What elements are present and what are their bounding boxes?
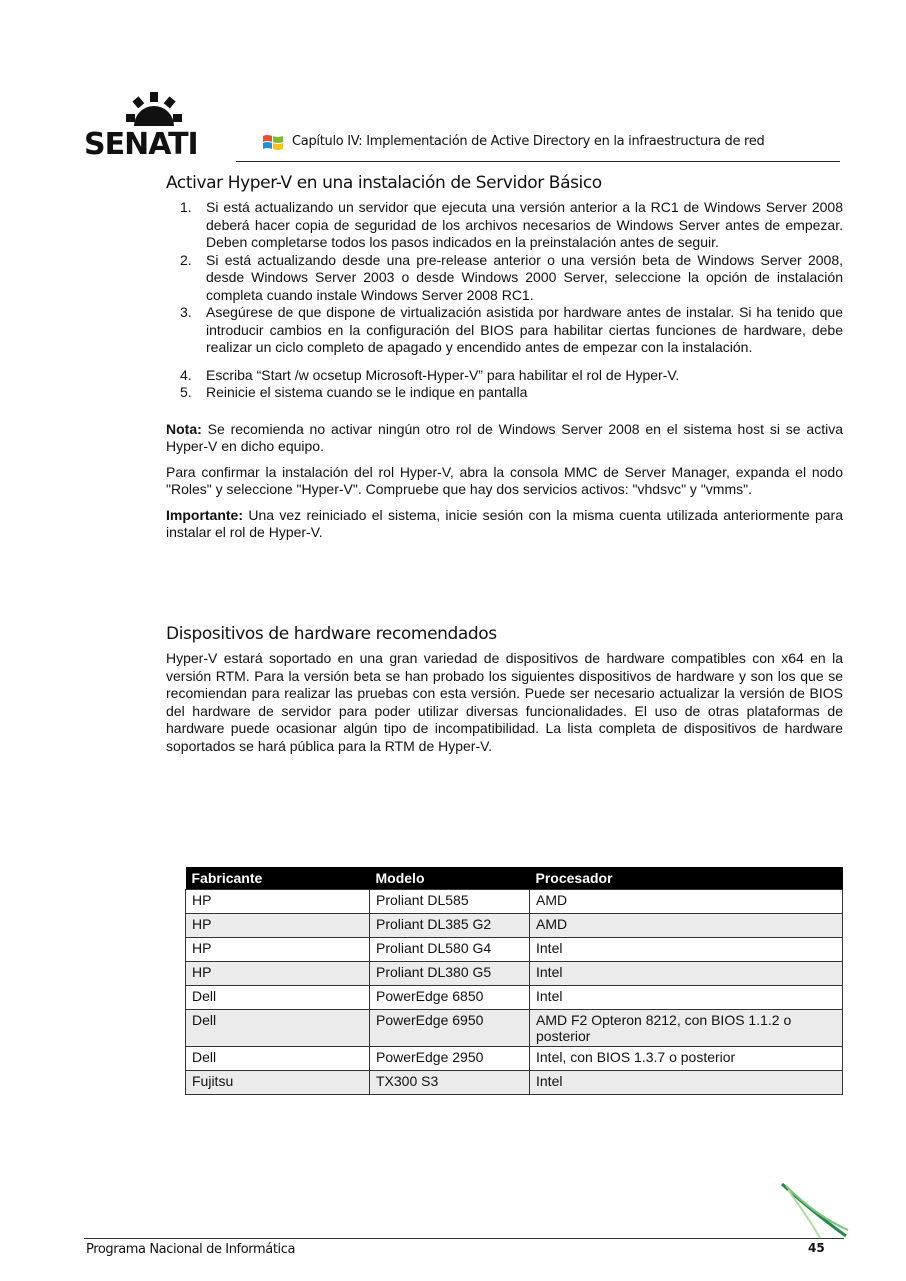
fabricante-cell: HP: [186, 962, 370, 986]
step-text: Escriba “Start /w ocsetup Microsoft-Hyper-V” para habilitar el rol de Hyper-V.: [206, 366, 680, 383]
list-item: [166, 252, 843, 305]
page-number: 45: [808, 1241, 825, 1255]
modelo-cell: Proliant DL580 G4: [370, 938, 530, 962]
modelo-cell: PowerEdge 6950: [370, 1010, 530, 1047]
fabricante-cell: Dell: [186, 986, 370, 1010]
confirm-paragraph: Para confirmar la instalación del rol Hyper-V, abra la consola MMC de Server Manager, expanda el nodo "Roles" y seleccione "Hyper-V". Compruebe que hay dos servicios activos: "vhdsvc" y "vmms".: [166, 463, 843, 497]
gear-icon: [126, 92, 182, 126]
table-row: [186, 1047, 843, 1071]
procesador-cell: AMD F2 Opteron 8212, con BIOS 1.1.2 o posterior: [530, 1010, 843, 1047]
list-item: [166, 367, 843, 385]
list-item: [166, 384, 843, 402]
importante-paragraph: [166, 507, 843, 542]
table-row: [186, 890, 843, 914]
procesador-cell: Intel: [530, 1071, 843, 1095]
step-text: Reinicie el sistema cuando se le indique en pantalla: [206, 384, 528, 400]
table-row: [186, 962, 843, 986]
hardware-paragraph: Hyper-V estará soportado en una gran variedad de dispositivos de hardware compatibles con x64 en la versión RTM. Para la versión beta se han probado los siguientes dispositivos de hardware y son los que se recomiendan para realizar las pruebas con esta versión. Puede ser necesario actualizar la versión de BIOS del hardware de servidor para poder utilizar diversas funcionalidades. El uso de otras plataformas de hardware puede ocasionar algún tipo de incompatibilidad. La lista completa de dispositivos de hardware soportados se hará pública para la RTM de Hyper-V.: [166, 650, 843, 754]
importante-text: Una vez reiniciado el sistema, inicie sesión con la misma cuenta utilizada anteriormente para instalar el rol de Hyper-V.: [166, 506, 843, 540]
modelo-cell: Proliant DL380 G5: [370, 962, 530, 986]
section-heading-dispositivos: Dispositivos de hardware recomendados: [166, 624, 497, 644]
step-number: 2.: [180, 251, 192, 268]
step-number: 4.: [180, 366, 192, 383]
modelo-cell: Proliant DL585: [370, 890, 530, 914]
table-header-row: [186, 867, 843, 890]
step-number: 3.: [180, 304, 192, 320]
modelo-cell: TX300 S3: [370, 1071, 530, 1095]
procesador-cell: Intel: [530, 962, 843, 986]
hardware-table: [185, 867, 843, 1095]
fabricante-cell: HP: [186, 914, 370, 938]
step-text: Si está actualizando desde una pre-release anterior o una versión beta de Windows Server 2008, desde Windows Server 2003 o desde Windows 2000 Server, seleccione la opción de instalación completa cuando instale Windows Server 2008 RC1.: [206, 251, 843, 303]
procesador-cell: Intel: [530, 938, 843, 962]
fabricante-cell: Dell: [186, 1010, 370, 1047]
column-header: Modelo: [370, 867, 530, 890]
senati-logo: SENATI: [84, 92, 236, 162]
fabricante-cell: HP: [186, 890, 370, 914]
section-heading-activar-hyper-v: Activar Hyper-V en una instalación de Servidor Básico: [166, 173, 602, 193]
nota-label: Nota:: [166, 420, 202, 437]
fabricante-cell: HP: [186, 938, 370, 962]
nota-paragraph: [166, 421, 843, 456]
list-item: [166, 199, 843, 252]
step-text: Si está actualizando un servidor que ejecuta una versión anterior a la RC1 de Windows Server 2008 deberá hacer copia de seguridad de los archivos necesarios de Windows Server antes de empezar. Deben completarse todos los pasos indicados en la preinstalación antes de seguir.: [206, 199, 843, 250]
modelo-cell: PowerEdge 2950: [370, 1047, 530, 1071]
table-row: [186, 938, 843, 962]
step-number: 5.: [180, 384, 192, 400]
column-header: Procesador: [530, 867, 843, 890]
step-text: Asegúrese de que dispone de virtualización asistida por hardware antes de instalar. Si ha tenido que introducir cambios en la configuración del BIOS para habilitar ciertas funciones de hardware, debe realizar un ciclo completo de apagado y encendido antes de empezar con la instalación.: [206, 304, 843, 355]
procesador-cell: AMD: [530, 914, 843, 938]
table-row: [186, 986, 843, 1010]
steps-list: [166, 199, 843, 402]
table-row: [186, 1010, 843, 1047]
importante-label: Importante:: [166, 506, 243, 523]
windows-flag-icon: [262, 133, 284, 153]
list-item: [166, 304, 843, 357]
modelo-cell: Proliant DL385 G2: [370, 914, 530, 938]
chapter-title: Capítulo IV: Implementación de Active Directory en la infraestructura de red: [292, 134, 765, 149]
header-divider: [236, 161, 840, 162]
footer-divider: [84, 1238, 844, 1239]
procesador-cell: Intel, con BIOS 1.3.7 o posterior: [530, 1047, 843, 1071]
column-header: Fabricante: [186, 867, 370, 890]
table-row: [186, 1071, 843, 1095]
steps-block: [166, 199, 843, 542]
step-number: 1.: [180, 199, 192, 215]
swoosh-decoration-icon: [780, 1180, 850, 1240]
procesador-cell: Intel: [530, 986, 843, 1010]
table-row: [186, 914, 843, 938]
fabricante-cell: Fujitsu: [186, 1071, 370, 1095]
footer-program: Programa Nacional de Informática: [86, 1242, 296, 1257]
nota-text: Se recomienda no activar ningún otro rol de Windows Server 2008 en el sistema host si se activa Hyper-V en dicho equipo.: [166, 420, 843, 454]
fabricante-cell: Dell: [186, 1047, 370, 1071]
procesador-cell: AMD: [530, 890, 843, 914]
modelo-cell: PowerEdge 6850: [370, 986, 530, 1010]
